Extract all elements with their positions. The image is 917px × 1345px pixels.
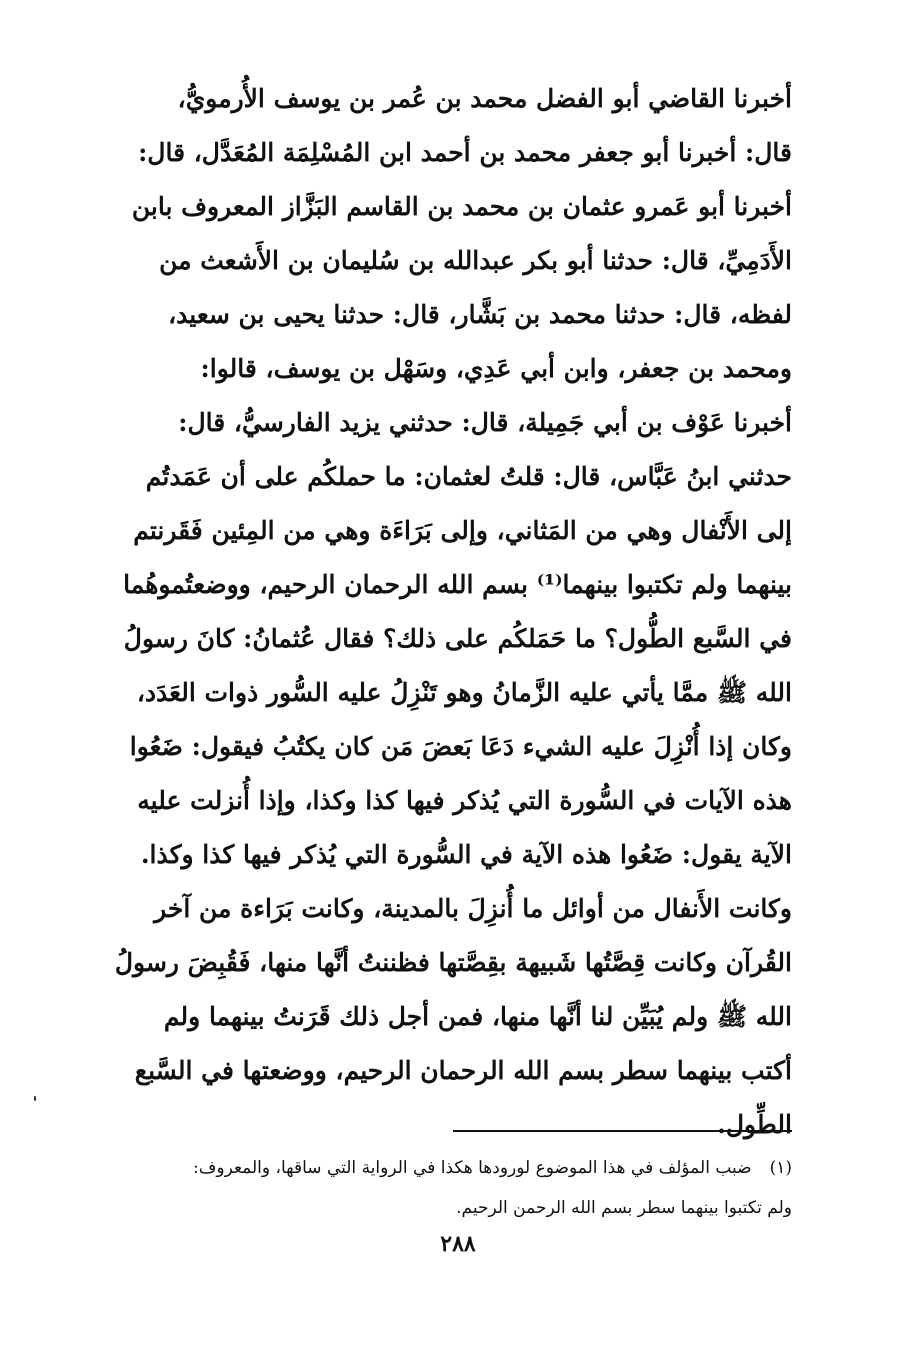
text-line-12: الله ﷺ ممَّا يأتي عليه الزَّمانُ وهو تَنْزِلُ عليه السُّور ذوات العَدَد، [136,678,792,707]
text-line-8: حدثني ابنُ عَبَّاس، قال: قلتُ لعثمان: ما حملكُم على أن عَمَدتُم [145,462,792,491]
footnote-line-2: ولم تكتبوا بينهما سطر بسم الله الرحمن الرحيم. [456,1198,792,1218]
text-line-14: هذه الآيات في السُّورة التي يُذكر فيها كذا وكذا، وإذا أُنزلت عليه [137,786,792,815]
text-line-1: أخبرنا القاضي أبو الفضل محمد بن عُمر بن يوسف الأُرمويُّ، [177,84,792,113]
page-number: ٢٨٨ [440,1231,476,1257]
footnote-text-1: ضبب المؤلف في هذا الموضوع لورودها هكذا في الرواية التي ساقها، والمعروف: [193,1158,752,1178]
text-line-7: أخبرنا عَوْف بن أبي جَمِيلة، قال: حدثني يزيد الفارسيُّ، قال: [178,408,792,437]
text-line-17: القُرآن وكانت قِصَّتُها شَبيهة بقِصَّتها فظننتُ أنَّها منها، فَقُبِضَ رسولُ [114,948,792,977]
footnote-line-1 [170,1148,792,1188]
text-line-2: قال: أخبرنا أبو جعفر محمد بن أحمد ابن المُسْلِمَة المُعَدَّل، قال: [138,138,792,167]
text-line-6: ومحمد بن جعفر، وابن أبي عَدِي، وسَهْل بن يوسف، قالوا: [200,354,792,383]
text-line-19: أكتب بينهما سطر بسم الله الرحمان الرحيم، ووضعتها في السَّبع [134,1056,792,1085]
text-line-3: أخبرنا أبو عَمرو عثمان بن محمد بن القاسم البَزَّاز المعروف بابن [131,192,792,221]
text-line-10: بينهما ولم تكتبوا بينهما⁽¹⁾ بسم الله الرحمان الرحيم، ووضعتُموهُما [123,570,792,599]
text-line-5: لفظه، قال: حدثنا محمد بن بَشَّار، قال: حدثنا يحيى بن سعيد، [168,300,792,329]
text-line-13: وكان إذا أُنْزِلَ عليه الشيء دَعَا بَعضَ مَن كان يكتُبُ فيقول: ضَعُوا [129,732,792,761]
text-line-20: الطِّول. [717,1110,792,1139]
text-line-4: الأَدَمِيِّ، قال: حدثنا أبو بكر عبدالله بن سُليمان بن الأَشعث من [159,246,792,275]
text-line-15: الآية يقول: ضَعُوا هذه الآية في السُّورة التي يُذكر فيها كذا وكذا. [140,840,792,869]
text-line-11: في السَّبع الطُّول؟ ما حَمَلكُم على ذلك؟ فقال عُثمانُ: كانَ رسولُ [123,624,792,653]
text-line-9: إلى الأَنْفال وهي من المَثاني، وإلى بَرَاءَة وهي من المِئين فَقَرنتم [133,516,792,545]
text-line-16: وكانت الأَنفال من أوائل ما أُنزِلَ بالمدينة، وكانت بَرَاءة من آخر [154,894,792,923]
scan-speck [34,1096,36,1101]
footnote [170,1148,792,1228]
footnote-divider [453,1130,792,1132]
main-text [68,72,792,1152]
text-line-18: الله ﷺ ولم يُبَيِّن لنا أنَّها منها، فمن أجل ذلك قَرَنتُ بينهما ولم [163,1002,792,1031]
footnote-marker: (١) [769,1158,792,1178]
